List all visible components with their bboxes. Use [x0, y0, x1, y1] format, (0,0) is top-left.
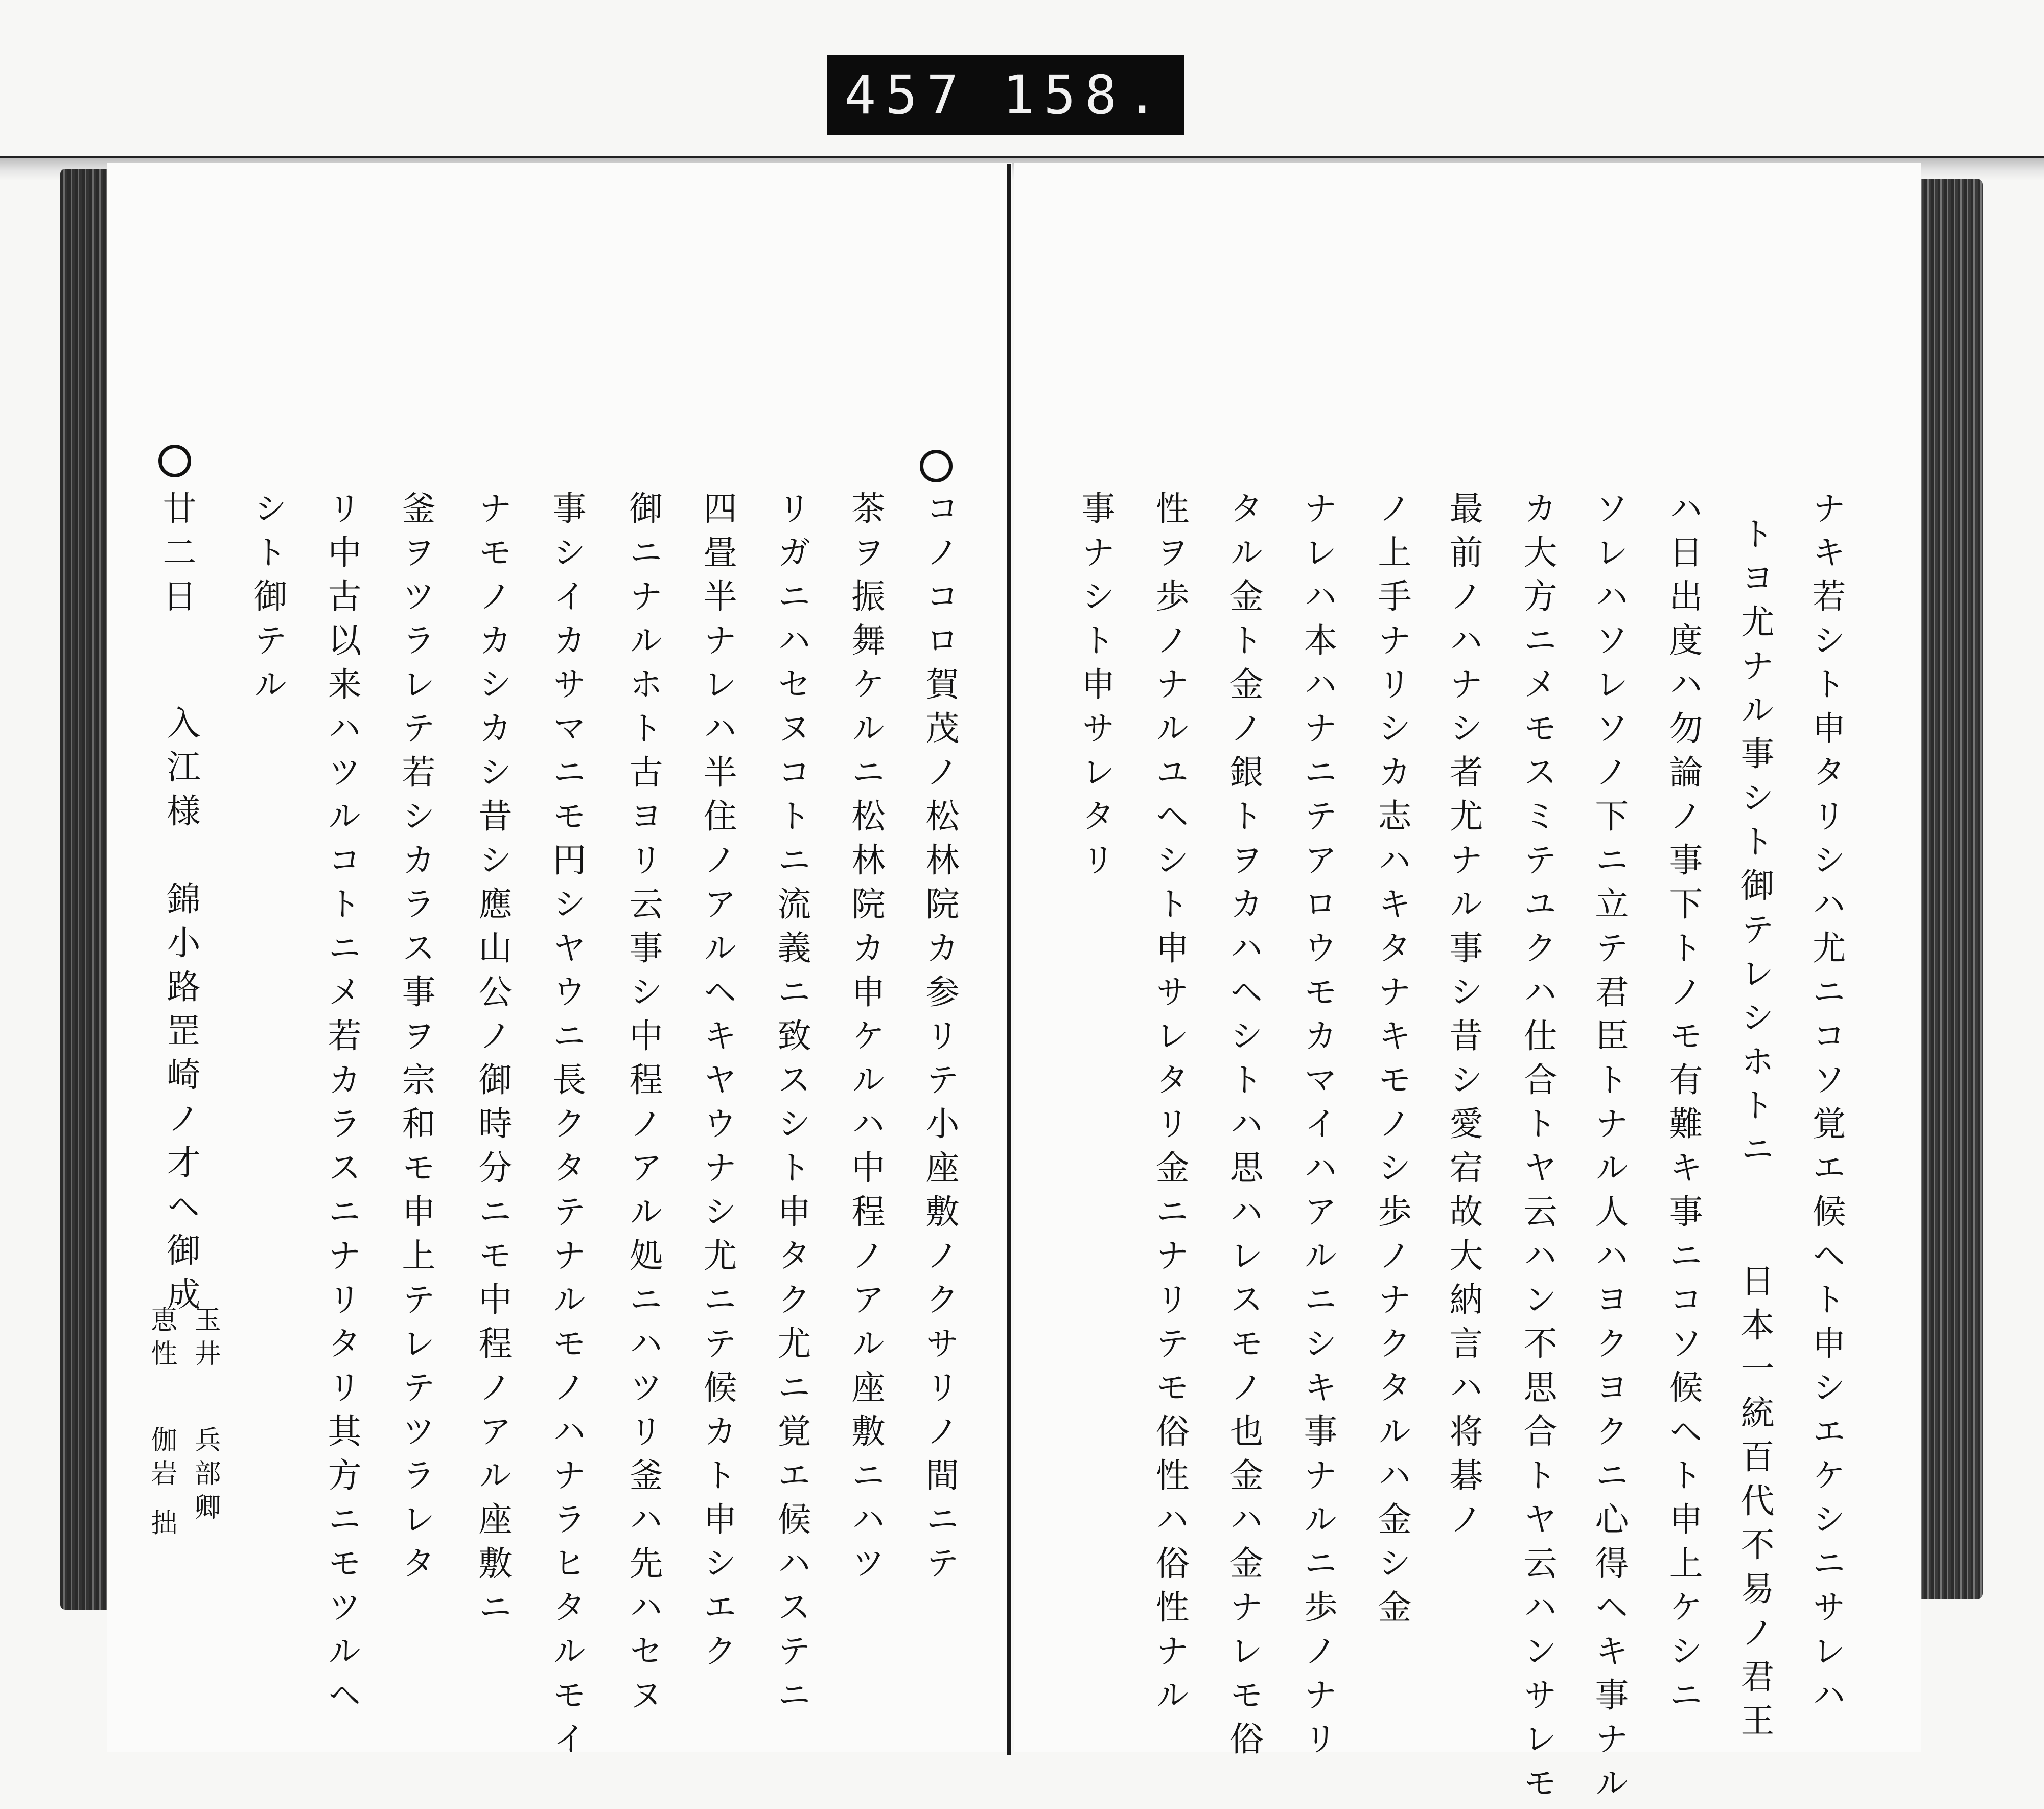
- left-page-column: 釜ヲツラレテ若シカラス事ヲ宗和モ申上テレテツラレタ: [396, 491, 435, 1589]
- visit-entry: 入江様 錦小路罡崎ノ才ヘ御成: [161, 705, 200, 1320]
- right-page-column: ハ日出度ハ勿論ノ事下トノモ有難キ事ニコソ候ヘト申上ケシニ: [1663, 491, 1703, 1721]
- right-page-column: ノ上手ナリシカ志ハキタナキモノシ歩ノナクタルハ金シ金: [1372, 491, 1411, 1633]
- attendee-title: 兵部卿: [190, 1426, 220, 1527]
- page-block-edge-right: [1911, 179, 1983, 1599]
- call-number-label: [827, 55, 1184, 135]
- right-page-column: 性ヲ歩ノナルユヘシト申サレタリ金ニナリテモ俗性ハ俗性ナル: [1150, 491, 1189, 1721]
- right-page-column: ナキ若シト申タリシハ尤ニコソ覚エ候ヘト申シエケシニサレハ: [1806, 491, 1846, 1721]
- right-page-column: トヨ尤ナル事シト御テレシホトニ 日本一統百代不易ノ君王: [1735, 516, 1774, 1747]
- label-right-number: 158.: [1002, 64, 1168, 126]
- right-page-column: タル金ト金ノ銀トヲカハヘシトハ思ハレスモノ也金ハ金ナレモ俗: [1224, 491, 1263, 1765]
- right-page-column: ナレハ本ハナニテアロウモカマイハアルニシキ事ナルニ歩ノナリ: [1298, 491, 1337, 1765]
- section-circle-mark: [158, 445, 191, 477]
- attendee-name: 玉井: [190, 1306, 220, 1373]
- left-page-column: リガニハセヌコトニ流義ニ致スシト申タク尤ニ覚エ候ハステニ: [772, 491, 811, 1721]
- book-spine: [1007, 164, 1011, 1755]
- left-page-column: コノコロ賀茂ノ松林院カ参リテ小座敷ノクサリノ間ニテ: [920, 491, 959, 1589]
- label-left-number: 457: [844, 64, 968, 126]
- right-page-column: 事ナシト申サレタリ: [1076, 491, 1115, 886]
- left-page-column: 事シイカサマニモ円シヤウニ長クタテナルモノハナラヒタルモイ: [547, 491, 586, 1765]
- left-page-column: リ中古以来ハツルコトニメ若カラスニナリタリ其方ニモツルヘ: [322, 491, 361, 1721]
- right-page-column: 最前ノハナシ者尤ナル事シ昔シ愛宕故大納言ハ将碁ノ: [1444, 491, 1483, 1545]
- right-page-column: ソレハソレソノ下ニ立テ君臣トナル人ハヨクヨクニ心得ヘキ事ナル: [1589, 491, 1629, 1809]
- left-page-column: ナモノカシカシ昔シ應山公ノ御時分ニモ中程ノアル座敷ニ: [473, 491, 512, 1633]
- section-circle-mark: [920, 450, 953, 482]
- left-page-column: 四畳半ナレハ半住ノアルヘキヤウナシ尤ニテ候カト申シエク: [698, 491, 737, 1677]
- right-page-column: カ大方ニメモスミテユクハ仕合トヤ云ハン不思合トヤ云ハンサレモ: [1518, 491, 1557, 1809]
- attendee-title: 伽岩 拙: [146, 1426, 177, 1543]
- day-heading: 廿二日: [157, 491, 196, 622]
- left-page-column: 茶ヲ振舞ケルニ松林院カ申ケルハ中程ノアル座敷ニハツ: [846, 491, 885, 1589]
- attendee-name: 恵性: [146, 1306, 177, 1373]
- left-page-column: シト御テル: [248, 491, 287, 710]
- left-page-column: 御ニナルホト古ヨリ云事シ中程ノアル処ニハツリ釜ハ先ハセヌ: [623, 491, 663, 1721]
